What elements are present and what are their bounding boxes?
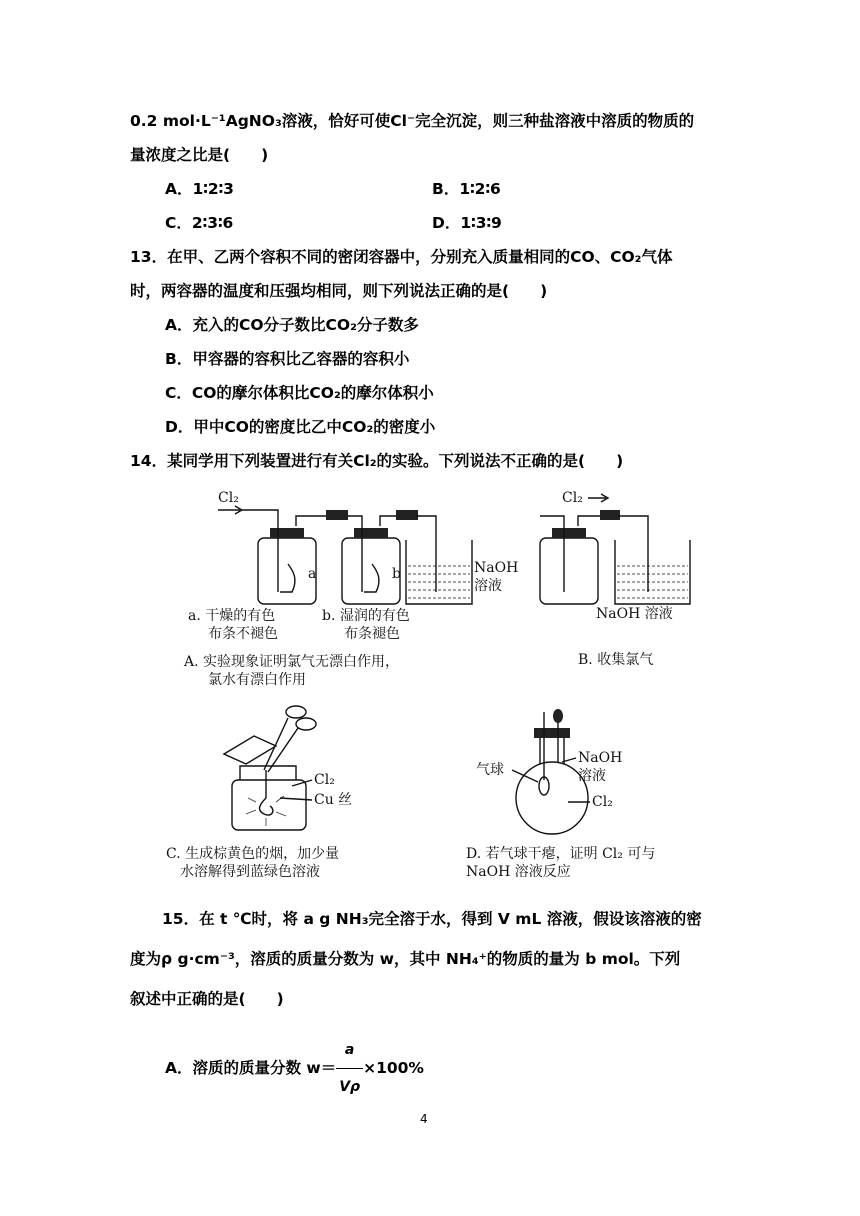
solution-label-d: 溶液 bbox=[578, 768, 606, 784]
fraction-numerator: a bbox=[336, 1032, 363, 1069]
cl2-label-d: Cl₂ bbox=[592, 794, 613, 810]
connector-1 bbox=[326, 510, 348, 520]
bottle-2-inlet-tube bbox=[348, 516, 362, 592]
balloon-pointer bbox=[512, 770, 538, 782]
q12-option-c: C．2∶3∶6 bbox=[165, 214, 234, 232]
q15-line-2: 度为ρ g·cm⁻³，溶质的质量分数为 w，其中 NH₄⁺的物质的量为 b mol。下列 bbox=[130, 950, 681, 968]
beaker-b-liquid bbox=[617, 566, 688, 598]
collection-bottle bbox=[540, 538, 598, 604]
q13-option-b: B．甲容器的容积比乙容器的容积小 bbox=[165, 350, 410, 368]
apparatus-d bbox=[466, 709, 655, 880]
dry-cloth-strip bbox=[280, 564, 295, 592]
bottle-2-stopper bbox=[354, 528, 388, 538]
q12-option-a: A．1∶2∶3 bbox=[165, 180, 234, 198]
q13-line-1: 13．在甲、乙两个容积不同的密闭容器中，分别充入质量相同的CO、CO₂气体 bbox=[130, 248, 673, 266]
apparatus-diagram bbox=[160, 480, 720, 900]
q15-option-a-suffix: ×100% bbox=[363, 1059, 424, 1077]
copper-wire bbox=[260, 770, 273, 815]
q14-apparatus-figure bbox=[160, 480, 720, 900]
beaker-b-tube bbox=[618, 516, 648, 592]
tongs-arm-1 bbox=[264, 718, 288, 770]
tongs-handle-2 bbox=[296, 718, 316, 730]
beaker-a bbox=[406, 540, 472, 604]
dropper-bulb bbox=[553, 709, 563, 723]
caption-b-wet-1: b. 湿润的有色 bbox=[322, 608, 410, 624]
cl2-outlet-label: Cl₂ bbox=[562, 490, 583, 506]
q15-line-1: 15．在 t ℃时，将 a g NH₃完全溶于水，得到 V mL 溶液，假设该溶液的密 bbox=[162, 910, 702, 928]
caption-a-dry-2: 布条不褪色 bbox=[208, 626, 278, 642]
gas-jar bbox=[232, 780, 306, 830]
caption-option-a-1: A. 实验现象证明氯气无漂白作用， bbox=[184, 654, 400, 670]
flask-stopper bbox=[534, 728, 570, 738]
caption-option-c-2: 水溶解得到蓝绿色溶液 bbox=[180, 864, 320, 880]
label-b: b bbox=[392, 566, 401, 582]
caption-option-c-1: C. 生成棕黄色的烟，加少量 bbox=[166, 846, 340, 862]
q15-option-a-prefix: A．溶质的质量分数 w＝ bbox=[165, 1059, 337, 1077]
collection-bottle-stopper bbox=[552, 528, 586, 538]
tongs-handle-1 bbox=[286, 706, 306, 718]
naoh-label-d: NaOH bbox=[578, 750, 623, 766]
wet-cloth-strip bbox=[364, 564, 379, 592]
cl2-inlet-label: Cl₂ bbox=[218, 490, 239, 506]
cl2-label-c: Cl₂ bbox=[314, 772, 335, 788]
jar-neck bbox=[240, 766, 296, 780]
connector-3 bbox=[600, 510, 620, 520]
bottle-1-stopper bbox=[270, 528, 304, 538]
q12-line-1: 0.2 mol·L⁻¹AgNO₃溶液，恰好可使Cl⁻完全沉淀，则三种盐溶液中溶质的物质的 bbox=[130, 112, 695, 130]
caption-b-wet-2: 布条褪色 bbox=[344, 626, 400, 642]
q13-option-d: D．甲中CO的密度比乙中CO₂的密度小 bbox=[165, 418, 436, 436]
apparatus-b bbox=[540, 490, 690, 668]
cu-wire-label: Cu 丝 bbox=[314, 792, 353, 808]
q12-line-2: 量浓度之比是( ) bbox=[130, 146, 269, 164]
smoke-sparks bbox=[246, 796, 286, 826]
naoh-label-a: NaOH bbox=[474, 560, 519, 576]
q12-option-b: B．1∶2∶6 bbox=[432, 180, 501, 198]
mass-fraction-formula bbox=[336, 1032, 363, 1105]
q15-line-3: 叙述中正确的是( ) bbox=[130, 990, 284, 1008]
q13-option-a: A．充入的CO分子数比CO₂分子数多 bbox=[165, 316, 419, 334]
q14-line-1: 14．某同学用下列装置进行有关Cl₂的实验。下列说法不正确的是( ) bbox=[130, 452, 624, 470]
connector-2 bbox=[396, 510, 418, 520]
caption-a-dry-1: a. 干燥的有色 bbox=[188, 608, 276, 624]
q13-option-c: C．CO的摩尔体积比CO₂的摩尔体积小 bbox=[165, 384, 434, 402]
q15-option-a bbox=[165, 1032, 424, 1105]
caption-option-d-2: NaOH 溶液反应 bbox=[466, 864, 571, 880]
collection-inlet-tube bbox=[540, 516, 564, 592]
page-number: 4 bbox=[420, 1112, 428, 1126]
balloon-label: 气球 bbox=[476, 762, 504, 778]
caption-option-b: B. 收集氯气 bbox=[578, 652, 654, 668]
apparatus-a bbox=[183, 490, 518, 688]
bottle-1-inlet-tube bbox=[242, 510, 278, 592]
solution-label-a: 溶液 bbox=[474, 578, 502, 594]
beaker-b bbox=[615, 540, 690, 604]
beaker-a-tube bbox=[416, 516, 436, 592]
fraction-denominator: Vρ bbox=[339, 1079, 361, 1095]
beaker-a-liquid bbox=[408, 566, 470, 598]
caption-option-d-1: D. 若气球干瘪，证明 Cl₂ 可与 bbox=[466, 846, 656, 862]
naoh-solution-label-b: NaOH 溶液 bbox=[596, 606, 673, 622]
cu-pointer bbox=[280, 798, 312, 800]
label-a: a bbox=[308, 566, 317, 582]
q13-line-2: 时，两容器的温度和压强均相同，则下列说法正确的是( ) bbox=[130, 282, 548, 300]
q12-option-d: D．1∶3∶9 bbox=[432, 214, 502, 232]
apparatus-c bbox=[166, 706, 352, 880]
caption-option-a-2: 氯水有漂白作用 bbox=[208, 672, 306, 688]
